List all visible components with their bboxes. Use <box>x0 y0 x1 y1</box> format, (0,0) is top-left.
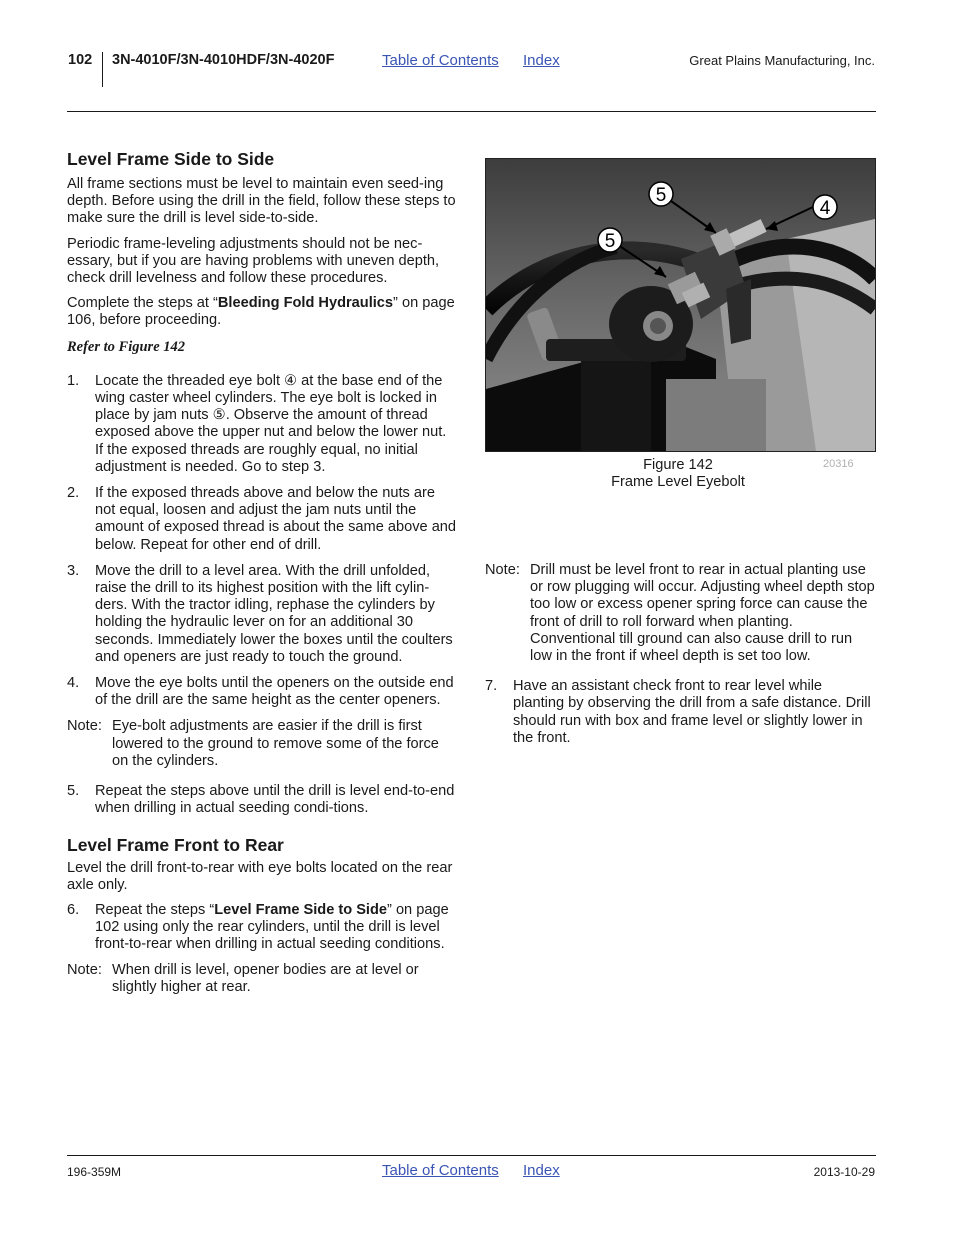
step-text <box>95 902 457 954</box>
step-number: 3. <box>67 562 80 579</box>
note-text: Eye-bolt adjustments are easier if the drill is first lowered to the ground to remove some of the force on the cylinders. <box>112 718 439 769</box>
step6-pre: Repeat the steps “ <box>95 901 215 918</box>
step-4 <box>67 675 457 709</box>
bleeding-bold: Bleeding Fold Hydraulics <box>217 295 394 312</box>
step-text: Have an assistant check front to rear level while planting by observing the drill from a safe distance. Drill should run with box and frame level or slightly lower in the front. <box>513 678 871 746</box>
note-text: When drill is level, opener bodies are at level or slightly higher at rear. <box>112 961 419 995</box>
callout-5-lower <box>598 228 622 252</box>
callout-4-label: 4 <box>819 198 831 219</box>
revision-date: 2013-10-29 <box>813 1165 875 1179</box>
bleeding-pre: Complete the steps at “ <box>67 295 218 312</box>
callout-5-lower-label: 5 <box>604 231 616 252</box>
step-7 <box>485 678 875 747</box>
leveling-paragraph: Periodic frame-leveling adjustments should not be nec-essary, but if you are having problems with uneven depth, check drill levelness and follow these procedures. <box>67 235 440 287</box>
step-number: 5. <box>67 783 80 800</box>
step-6 <box>67 902 457 954</box>
header-divider <box>102 52 103 87</box>
step6-bold: Level Frame Side to Side <box>214 901 388 918</box>
intro-paragraph: All frame sections must be level to maintain even seed-ing depth. Before using the drill in the field, follow these steps to make sure the drill is level side-to-side. <box>67 176 456 227</box>
figure-title: Frame Level Eyebolt <box>611 474 745 490</box>
eyebolt-illustration <box>486 159 875 451</box>
step-text: If the exposed threads above and below the nuts are not equal, loosen and adjust the jam nuts until the amount of exposed thread is about the same above and below. Repeat for other end of drill. <box>95 485 457 553</box>
page-number: 102 <box>68 52 93 68</box>
step-number: 4. <box>67 675 80 692</box>
footer-toc-link[interactable]: Table of Contents <box>382 1162 499 1179</box>
doc-number: 196-359M <box>67 1165 122 1179</box>
note-opener-bodies <box>67 962 457 996</box>
photo-id: 20316 <box>823 458 854 470</box>
bleeding-post: ” on page 106, before proceeding. <box>67 295 455 329</box>
note-label: Note: <box>67 718 102 735</box>
callout-5-upper-label: 5 <box>655 185 667 206</box>
step-2 <box>67 485 457 554</box>
header-toc-link[interactable]: Table of Contents <box>382 52 499 69</box>
figure-number: Figure 142 <box>643 457 713 473</box>
section-heading-front-to-rear: Level Frame Front to Rear <box>67 834 284 855</box>
right-column <box>485 562 875 747</box>
step-text: Locate the threaded eye bolt ④ at the base end of the wing caster wheel cylinders. The eye bolt is locked in place by jam nuts ⑤. Observe the amount of thread exposed above the upper nut and below the lower nut. If the exposed threads are roughly equal, no initial adjustment is needed. Go to step 3. <box>95 372 447 475</box>
model-title: 3N-4010F/3N-4010HDF/3N-4020F <box>112 52 335 68</box>
eyebolt-photo <box>485 158 876 452</box>
bleeding-paragraph <box>67 295 457 329</box>
note-eye-bolt <box>67 718 457 770</box>
step-number: 6. <box>67 901 80 918</box>
footer-rule <box>67 1155 876 1156</box>
step-number: 1. <box>67 372 80 389</box>
callout-5-upper <box>649 182 673 206</box>
note-level-front-rear <box>485 562 875 665</box>
step-text: Repeat the steps above until the drill is level end-to-end when drilling in actual seeding condi-tions. <box>95 783 455 817</box>
header-index-link[interactable]: Index <box>523 52 560 69</box>
footer-index-link[interactable]: Index <box>523 1162 560 1179</box>
note-label: Note: <box>485 562 520 578</box>
front-rear-paragraph: Level the drill front-to-rear with eye bolts located on the rear axle only. <box>67 859 453 893</box>
callout-4 <box>813 195 837 219</box>
step-text: Move the eye bolts until the openers on the outside end of the drill are the same height as the center openers. <box>95 675 454 709</box>
left-column <box>67 148 457 996</box>
note-text: Drill must be level front to rear in actual planting use or row plugging will occur. Adjusting wheel depth stop too low or excess opener spring force can cause the front of drill to roll forward when planting. Conventional till ground can also cause drill to run low in the front if wheel depth is set too low. <box>530 562 875 665</box>
step-number: 7. <box>485 678 498 695</box>
step-1 <box>67 373 457 476</box>
company-name: Great Plains Manufacturing, Inc. <box>689 53 875 68</box>
header-rule <box>67 111 876 112</box>
step-5 <box>67 783 457 817</box>
figure-reference: Refer to Figure 142 <box>67 338 186 355</box>
step-3 <box>67 563 457 666</box>
section-heading-side-to-side: Level Frame Side to Side <box>67 149 275 169</box>
note-label: Note: <box>67 961 102 978</box>
step-text: Move the drill to a level area. With the drill unfolded, raise the drill to its highest position with the lift cylin-ders. With the tractor idling, rephase the cylinders by holding the hydraulic lever on for an additional 30 seconds. Immediately lower the boxes until the coulters and openers are just ready to touch the ground. <box>95 562 453 665</box>
step6-post: ” on page 102 using only the rear cylinders, until the drill is level front-to-rear when drilling in actual seeding conditions. <box>95 901 449 953</box>
step-number: 2. <box>67 485 80 502</box>
